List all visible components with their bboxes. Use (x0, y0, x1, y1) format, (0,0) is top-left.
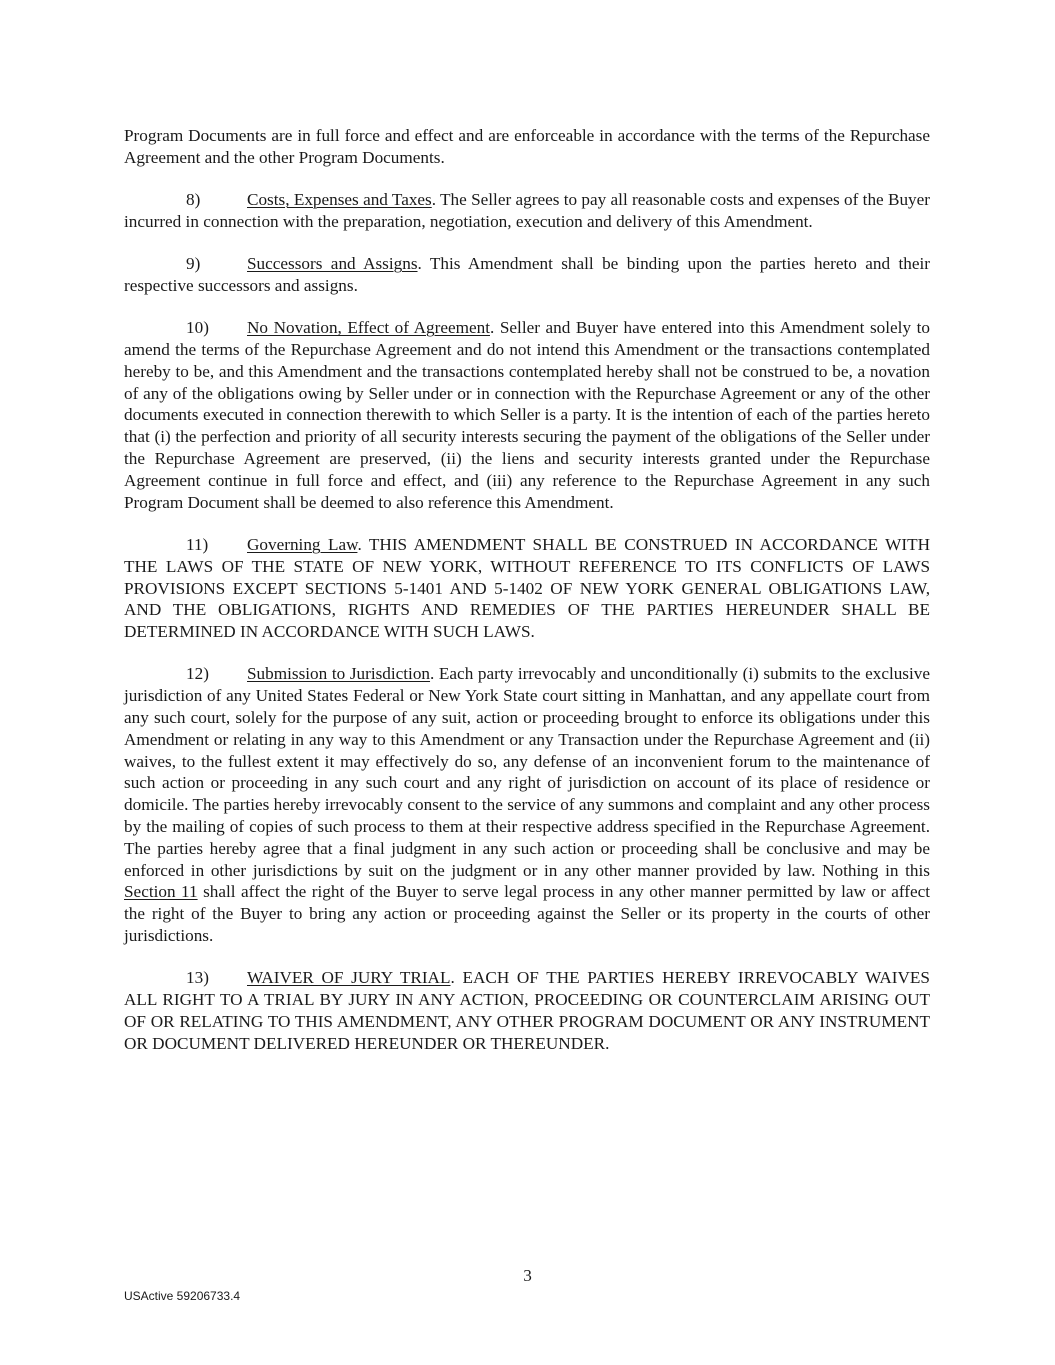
section-body: . THIS AMENDMENT SHALL BE CONSTRUED IN ACCORDANCE WITH THE LAWS OF THE STATE OF NEW YORK, WITHOUT REFERENCE TO ITS CONFLICTS OF LAWS PROVISIONS EXCEPT SECTIONS 5-1401 AND 5-1402 OF NEW YORK GENERAL OBLIGATIONS LAW, AND THE OBLIGATIONS, RIGHTS AND REMEDIES OF THE PARTIES HEREUNDER SHALL BE DETERMINED IN ACCORDANCE WITH SUCH LAWS. (124, 534, 930, 642)
section-heading: WAIVER OF JURY TRIAL (247, 968, 451, 988)
page-number: 3 (523, 1266, 532, 1285)
section-11 (124, 534, 930, 643)
section-number: 9) (186, 254, 201, 274)
document-page (124, 125, 930, 1075)
section-heading: Submission to Jurisdiction (247, 664, 431, 684)
section-body: . The Seller agrees to pay all reasonable costs and expenses of the Buyer incurred in connection with the preparation, negotiation, execution and delivery of this Amendment. (124, 190, 931, 231)
section-number: 8) (186, 190, 201, 210)
section-body: . EACH OF THE PARTIES HEREBY IRREVOCABLY WAIVES ALL RIGHT TO A TRIAL BY JURY IN ANY ACTION, PROCEEDING OR COUNTERCLAIM ARISING OUT OF OR RELATING TO THIS AMENDMENT, ANY OTHER PROGRAM DOCUMENT OR ANY INSTRUMENT OR DOCUMENT DELIVERED HEREUNDER OR THEREUNDER. (124, 968, 930, 1053)
continuation-paragraph: Program Documents are in full force and effect and are enforceable in accordance with the terms of the Repurchase Agreement and the other Program Documents. (124, 126, 930, 167)
section-8 (124, 189, 930, 233)
section-10 (124, 317, 930, 513)
section-number: 12) (186, 664, 209, 684)
section-9 (124, 253, 930, 297)
section-body: . This Amendment shall be binding upon the parties hereto and their respective successors and assigns. (124, 254, 930, 295)
document-id: USActive 59206733.4 (124, 1289, 241, 1303)
section-number: 13) (186, 968, 209, 988)
section-body: . Seller and Buyer have entered into this Amendment solely to amend the terms of the Repurchase Agreement and do not intend this Amendment or the transactions contemplated hereby to be, and this Amendment and the transactions contemplated hereby shall not be construed to be, a novation of any of the obligations owing by Seller under or in connection with the Repurchase Agreement or any of the other documents executed in connection therewith to which Seller is a party. It is the intention of each of the parties hereto that (i) the perfection and priority of all security interests securing the payment of the obligations of the Seller under the Repurchase Agreement are preserved, (ii) the liens and security interests granted under the Repurchase Agreement continue in full force and effect, and (iii) any reference to the Repurchase Agreement in any such Program Document shall be deemed to also reference this Amendment. (124, 318, 930, 512)
section-body-tail: shall affect the right of the Buyer to serve legal process in any other manner permitted by law or affect the right of the Buyer to bring any action or proceeding against the Seller or its property in the courts of other jurisdictions. (124, 882, 930, 945)
section-12 (124, 663, 930, 946)
section-heading: Successors and Assigns (247, 254, 418, 274)
section-13 (124, 967, 930, 1054)
section-number: 10) (186, 318, 209, 338)
section-heading: Governing Law (247, 534, 358, 554)
section-body: . Each party irrevocably and unconditionally (i) submits to the exclusive jurisdiction of any United States Federal or New York State court sitting in Manhattan, and any appellate court from any such court, solely for the purpose of any suit, action or proceeding brought to enforce its obligations under this Amendment or relating in any way to this Amendment or any Transaction under the Repurchase Agreement and (ii) waives, to the fullest extent it may effectively do so, any defense of an inconvenient forum to the maintenance of such action or proceeding in any such court and any right of jurisdiction on account of its place of residence or domicile. The parties hereby irrevocably consent to the service of any summons and complaint and any other process by the mailing of copies of such process to them at their respective address specified in the Repurchase Agreement. The parties hereby agree that a final judgment in any such action or proceeding shall be conclusive and may be enforced in other jurisdictions by suit on the judgment or in any other manner provided by law. Nothing in this (124, 664, 930, 880)
section-number: 11) (186, 534, 209, 554)
section-heading: No Novation, Effect of Agreement (247, 318, 490, 338)
section-reference-link: Section 11 (124, 882, 198, 902)
section-heading: Costs, Expenses and Taxes (247, 190, 432, 210)
